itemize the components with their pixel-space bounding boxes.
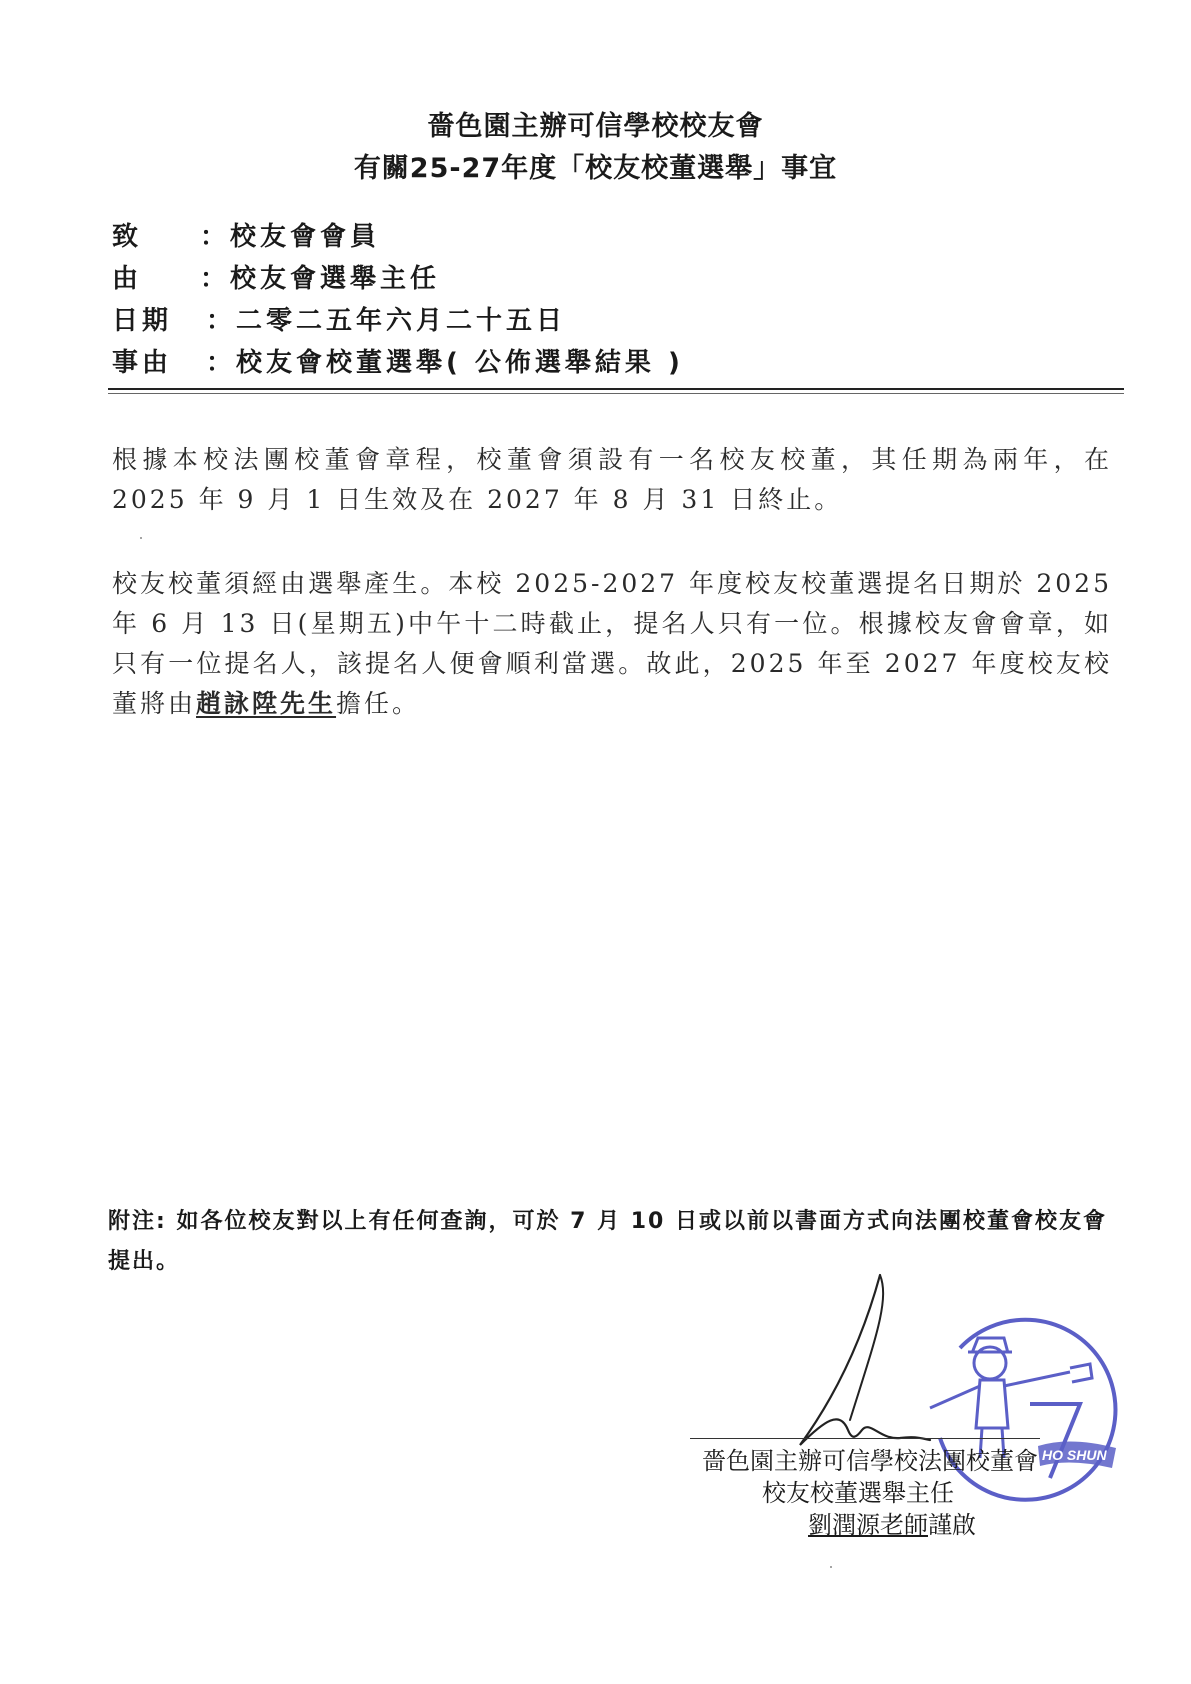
body-paragraph-2-end: 擔任。: [336, 689, 421, 718]
document-subtitle: 有關25-27年度「校友校董選舉」事宜: [353, 153, 838, 184]
footnote: 附注: 如各位校友對以上有任何查詢，可於 7 月 10 日或以前以書面方式向法團校董會校友會提出。: [108, 1209, 1108, 1274]
body-paragraph-1: 根據本校法團校董會章程，校董會須設有一名校友校董，其任期為兩年，在 2025 年 9 月 1 日生效及在 2027 年 8 月 31 日終止。: [112, 445, 1112, 514]
header-divider: [108, 388, 1124, 390]
scan-speck: [830, 1566, 832, 1568]
stamp-label: HO SHUN: [1042, 1447, 1107, 1463]
memo-from-value: ：校友會選舉主任: [200, 264, 441, 294]
signature-line: [690, 1438, 1040, 1439]
memo-subject-value: ：校友會校董選舉( 公佈選舉結果 ): [206, 348, 684, 378]
memo-to-row: [112, 216, 1122, 258]
memo-to-label: 致: [112, 222, 143, 252]
body-paragraph-2-text: 校友校董須經由選舉產生。本校 2025-2027 年度校友校董選提名日期於 2025 年 6 月 13 日(星期五)中午十二時截止，提名人只有一位。根據校友會會章，如只有一位提名人，該提名人便會順利當選。故此，2025 年至 2027 年度校友校董將由: [112, 569, 1112, 718]
document-title: 嗇色園主辦可信學校校友會: [427, 111, 764, 142]
signoff-role: 校友校董選舉主任: [762, 1480, 954, 1507]
signoff-organization: 嗇色園主辦可信學校法團校董會: [702, 1448, 1038, 1475]
memo-to-value: ：校友會會員: [200, 222, 381, 252]
signoff-signer: [808, 1510, 976, 1542]
memo-from-label: 由: [112, 264, 143, 294]
signoff-closing: 謹啟: [928, 1512, 976, 1539]
memo-date-value: ：二零二五年六月二十五日: [206, 306, 567, 336]
memo-subject-label: 事由: [112, 348, 173, 378]
memo-header: [112, 216, 1122, 384]
memo-date-row: [112, 300, 1122, 342]
memo-subject-row: [112, 342, 1122, 384]
elected-name: 趙詠陞先生: [196, 689, 337, 718]
body-paragraph-2: [112, 564, 1112, 724]
scan-speck: [140, 537, 142, 539]
header-divider-thin: [108, 393, 1124, 394]
signoff-signer-name: 劉潤源老師: [808, 1512, 928, 1539]
handwritten-signature: [780, 1270, 980, 1460]
memo-date-label: 日期: [112, 306, 173, 336]
memo-from-row: [112, 258, 1122, 300]
